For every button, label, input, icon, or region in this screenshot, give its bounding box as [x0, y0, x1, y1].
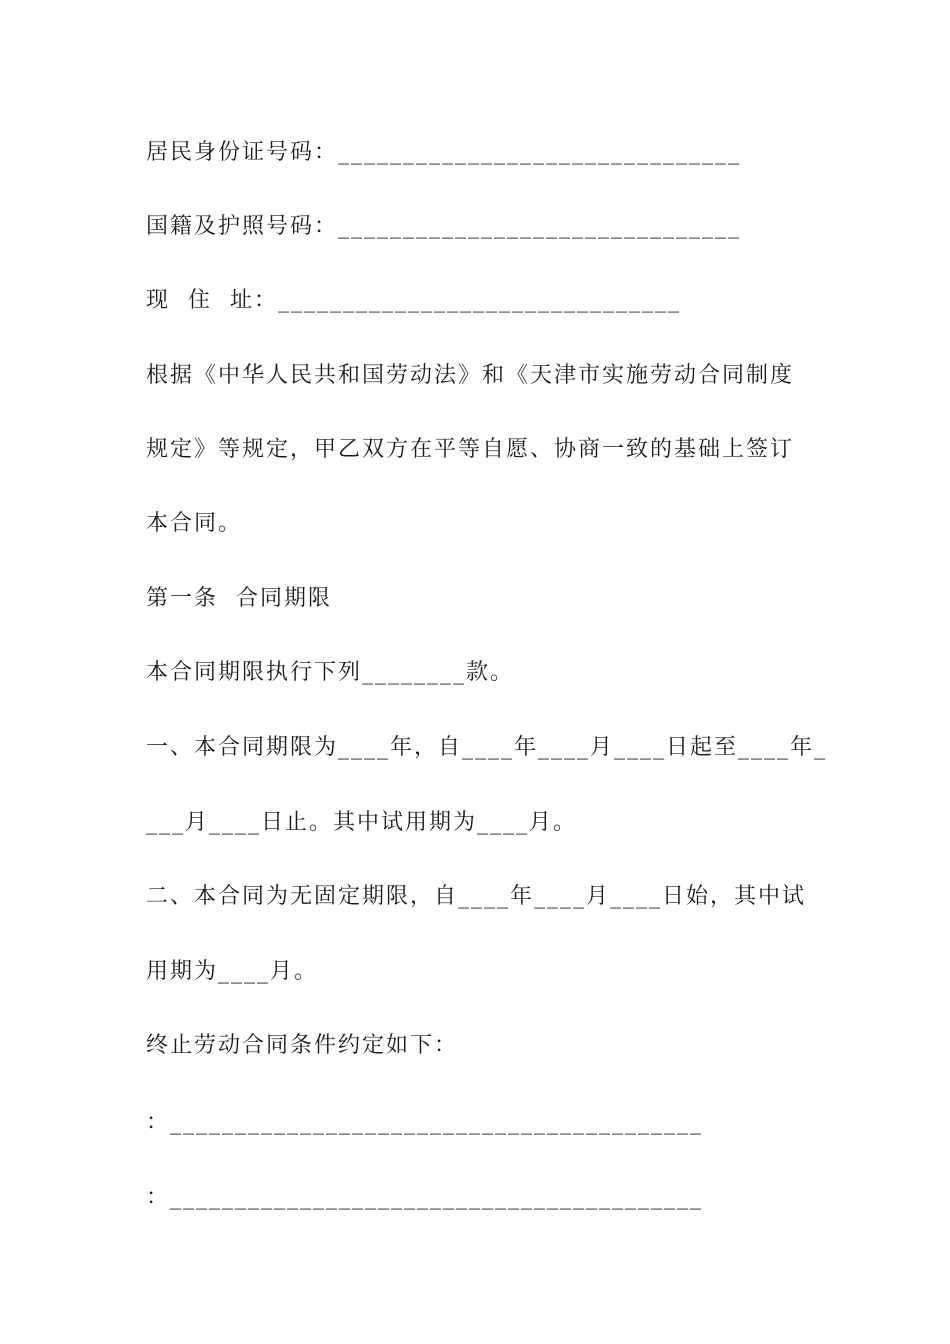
paragraph-line: 规定》等规定，甲乙双方在平等自愿、协商一致的基础上签订 — [146, 437, 795, 462]
id-number-line: 居民身份证号码：_______________________________ — [146, 140, 742, 165]
article-heading: 第一条 合同期限 — [146, 586, 332, 611]
paragraph-line: 二、本合同为无固定期限，自____年____月____日始，其中试 — [146, 884, 807, 909]
paragraph-line: 本合同期限执行下列________款。 — [146, 660, 515, 685]
passport-line: 国籍及护照号码：_______________________________ — [146, 214, 742, 239]
paragraph-line: 终止劳动合同条件约定如下： — [146, 1033, 459, 1058]
paragraph-line: 本合同。 — [146, 511, 243, 536]
paragraph-line: ___月____日止。其中试用期为____月。 — [146, 810, 578, 835]
paragraph-line: 用期为____月。 — [146, 959, 319, 984]
condition-blank-line: ：_________________________________________ — [146, 1110, 704, 1135]
paragraph-line: 一、本合同期限为____年，自____年____月____日起至____年_ — [146, 735, 828, 760]
paragraph-line: 根据《中华人民共和国劳动法》和《天津市实施劳动合同制度 — [146, 363, 795, 388]
condition-blank-line: ：_________________________________________ — [146, 1185, 704, 1210]
address-line: 现 住 址：_______________________________ — [146, 288, 681, 313]
